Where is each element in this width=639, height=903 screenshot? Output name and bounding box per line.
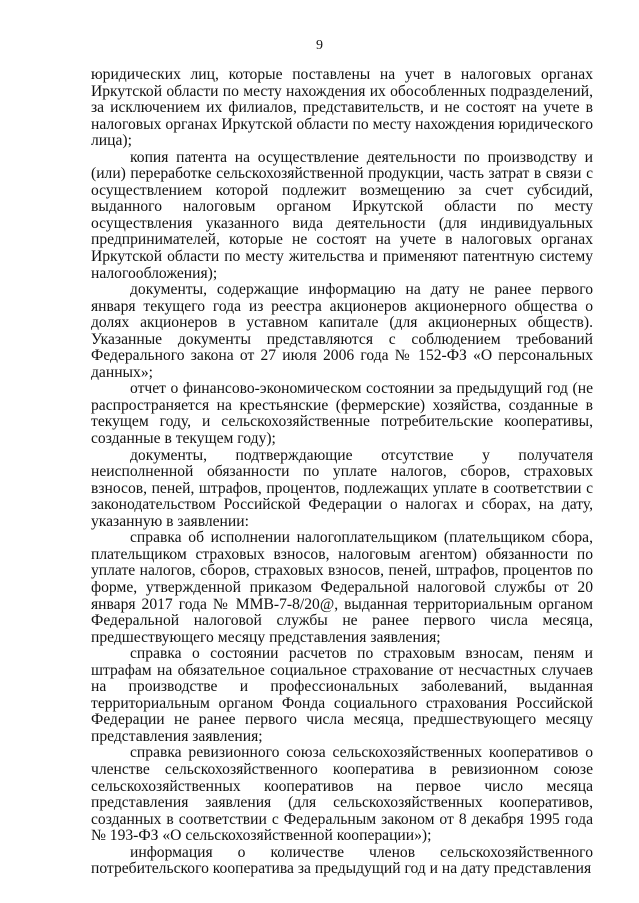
page-number: 9 (316, 38, 323, 53)
paragraph-insurance-certificate: справка о состоянии расчетов по страховым взносам, пеням и штрафам на обязательное социальное страхование от несчастных случаев на производстве и профессиональных заболеваний, выданная территориальным органом Фонда социального страхования Российской Федерации не ранее первого числа месяца, предшествующего месяцу представления заявления; (91, 645, 593, 745)
paragraph-cooperative-members: информация о количестве членов сельскохозяйственного потребительского кооператива за предыдущий год и на дату представления (91, 843, 593, 878)
paragraph-shareholder-register: документы, содержащие информацию на дату не ранее первого января текущего года из реестра акционеров акционерного общества о долях акционеров в уставном капитале (для акционерных обществ). Указанные документы представляются с соблюдением требований Федерального закона от 27 июля 2006 года № 152-ФЗ «О персональных данных»; (91, 281, 593, 381)
paragraph-audit-union-certificate: справка ревизионного союза сельскохозяйственных кооперативов о членстве сельскохозяйственного кооператива в ревизионном союзе сельскохозяйственных кооперативов на первое число месяца представления заявления (для сельскохозяйственных кооперативов, созданных в соответствии с Федеральным законом от 8 декабря 1995 года № 193-ФЗ «О сельскохозяйственной кооперации»); (91, 744, 593, 845)
document-body (91, 67, 593, 878)
paragraph-continuation: юридических лиц, которые поставлены на учет в налоговых органах Иркутской области по месту нахождения их обособленных подразделений, за исключением их филиалов, представительств, и не состоят на учете в налоговых органах Иркутской области по месту нахождения юридического лица); (91, 66, 593, 150)
paragraph-tax-certificate: справка об исполнении налогоплательщиком (плательщиком сбора, плательщиком страховых взносов, налоговым агентом) обязанности по уплате налогов, сборов, страховых взносов, пеней, штрафов, процентов по форме, утвержденной приказом Федеральной налоговой службы от 20 января 2017 года № ММВ-7-8/20@, выданная территориальным органом Федеральной налоговой службы не ранее первого числа месяца, предшествующего месяцу представления заявления; (91, 529, 593, 646)
paragraph-patent-copy: копия патента на осуществление деятельности по производству и (или) переработке сельскохозяйственной продукции, часть затрат в связи с осуществлением которой подлежит возмещению за счет субсидий, выданного налоговым органом Иркутской области по месту осуществления указанного вида деятельности (для индивидуальных предпринимателей, которые не состоят на учете в налоговых органах Иркутской области по месту жительства и применяют патентную систему налогообложения); (91, 148, 593, 282)
paragraph-financial-report: отчет о финансово-экономическом состоянии за предыдущий год (не распространяется на крестьянские (фермерские) хозяйства, созданные в текущем году, и сельскохозяйственные потребительские кооперативы, созданные в текущем году); (91, 380, 593, 448)
paragraph-no-tax-debt: документы, подтверждающие отсутствие у получателя неисполненной обязанности по уплате налогов, сборов, страховых взносов, пеней, штрафов, процентов, подлежащих уплате в соответствии с законодательством Российской Федерации о налогах и сборах, на дату, указанную в заявлении: (91, 446, 593, 530)
